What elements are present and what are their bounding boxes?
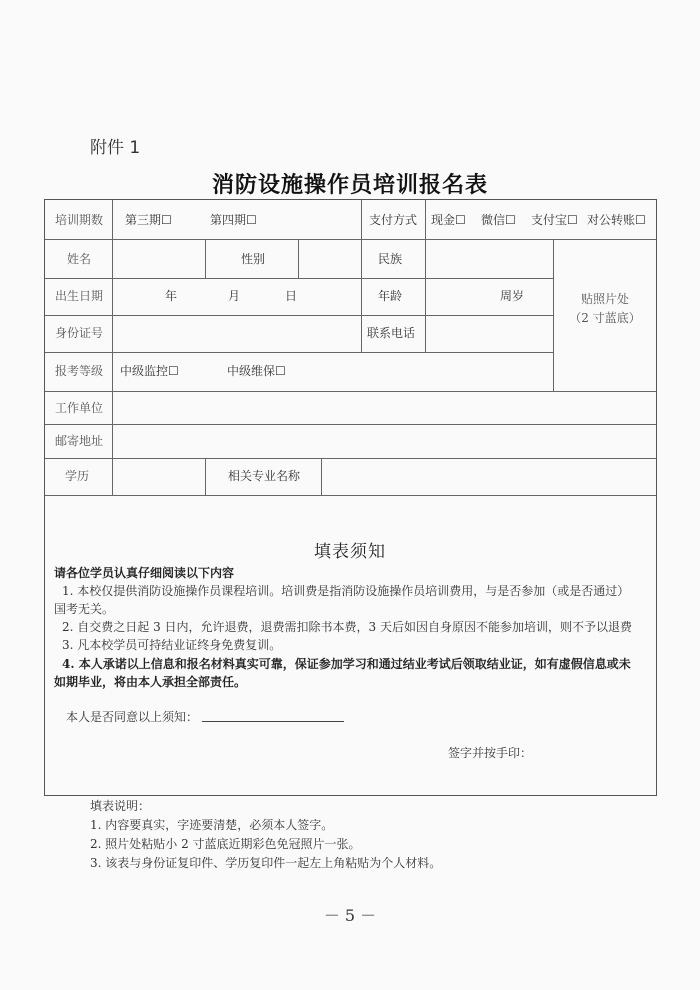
row-divider — [45, 391, 656, 392]
period-option-3[interactable]: 第三期☐ — [125, 213, 172, 227]
level-maintenance-checkbox[interactable]: 中级维保☐ — [227, 364, 286, 378]
age-unit: 周岁 — [500, 289, 525, 303]
column-divider — [425, 200, 426, 352]
notice-intro: 请各位学员认真仔细阅读以下内容 — [54, 566, 235, 580]
ethnicity-label: 民族 — [378, 252, 403, 266]
workplace-label: 工作单位 — [55, 401, 104, 415]
period-label: 培训期数 — [55, 213, 104, 227]
name-label: 姓名 — [67, 252, 92, 266]
column-divider — [361, 200, 362, 352]
id-label: 身份证号 — [55, 326, 104, 340]
period-option-4[interactable]: 第四期☐ — [210, 213, 257, 227]
address-label: 邮寄地址 — [55, 434, 104, 448]
registration-form-table — [44, 199, 657, 796]
level-monitor-checkbox[interactable]: 中级监控☐ — [120, 364, 179, 378]
agree-signature-line[interactable] — [202, 721, 344, 722]
column-divider — [321, 458, 322, 495]
notice-item-1: 1. 本校仅提供消防设施操作员课程培训。培训费是指消防设施操作员培训费用，与是否参加（或是否通过） — [62, 584, 630, 598]
notice-item-3: 3. 凡本校学员可持结业证终身免费复训。 — [62, 638, 282, 652]
agree-label: 本人是否同意以上须知： — [66, 710, 199, 724]
birth-day: 日 — [285, 289, 298, 303]
row-divider — [45, 495, 656, 496]
notice-item-4: 4. 本人承诺以上信息和报名材料真实可靠，保证参加学习和通过结业考试后领取结业证，如有虚假信息或未 — [62, 657, 631, 671]
row-divider — [45, 278, 553, 279]
attachment-label: 附件 1 — [90, 138, 141, 158]
birth-year: 年 — [165, 289, 178, 303]
form-title: 消防设施操作员培训报名表 — [211, 172, 488, 198]
instruction-item-1: 1. 内容要真实，字迹要清楚，必须本人签字。 — [90, 818, 334, 832]
signature-label: 签字并按手印： — [448, 746, 533, 760]
pay-transfer-checkbox[interactable]: 对公转账☐ — [587, 213, 646, 227]
education-label: 学历 — [65, 469, 90, 483]
notice-title: 填表须知 — [314, 542, 386, 562]
page-number: － 5 － — [323, 906, 377, 925]
pay-cash-checkbox[interactable]: 现金☐ — [431, 213, 466, 227]
column-divider — [205, 239, 206, 278]
row-divider — [45, 458, 656, 459]
column-divider — [298, 239, 299, 278]
row-divider — [45, 424, 656, 425]
notice-item-2: 2. 自交费之日起 3 日内，允许退费，退费需扣除书本费，3 天后如因自身原因不能参加培训，则不予以退费 — [62, 620, 632, 634]
gender-label: 性别 — [241, 252, 266, 266]
birth-month: 月 — [228, 289, 241, 303]
birth-label: 出生日期 — [55, 289, 104, 303]
pay-wechat-checkbox[interactable]: 微信☐ — [481, 213, 516, 227]
instructions-title: 填表说明： — [90, 799, 151, 813]
major-label: 相关专业名称 — [228, 469, 301, 483]
photo-size-note: （2 寸蓝底） — [569, 311, 641, 325]
pay-alipay-checkbox[interactable]: 支付宝☐ — [531, 213, 578, 227]
phone-label: 联系电话 — [367, 326, 416, 340]
row-divider — [45, 239, 656, 240]
column-divider — [553, 239, 554, 391]
photo-label: 贴照片处 — [580, 292, 630, 306]
notice-item-1-cont: 国考无关。 — [54, 602, 115, 616]
instruction-item-2: 2. 照片处粘贴小 2 寸蓝底近期彩色免冠照片一张。 — [90, 837, 361, 851]
notice-item-4-cont: 如期毕业，将由本人承担全部责任。 — [54, 675, 247, 689]
payment-label: 支付方式 — [369, 213, 418, 227]
level-label: 报考等级 — [55, 364, 104, 378]
age-label: 年龄 — [378, 289, 403, 303]
column-divider — [112, 200, 113, 495]
instruction-item-3: 3. 该表与身份证复印件、学历复印件一起左上角粘贴为个人材料。 — [90, 856, 442, 870]
column-divider — [205, 458, 206, 495]
row-divider — [45, 315, 553, 316]
row-divider — [45, 352, 553, 353]
